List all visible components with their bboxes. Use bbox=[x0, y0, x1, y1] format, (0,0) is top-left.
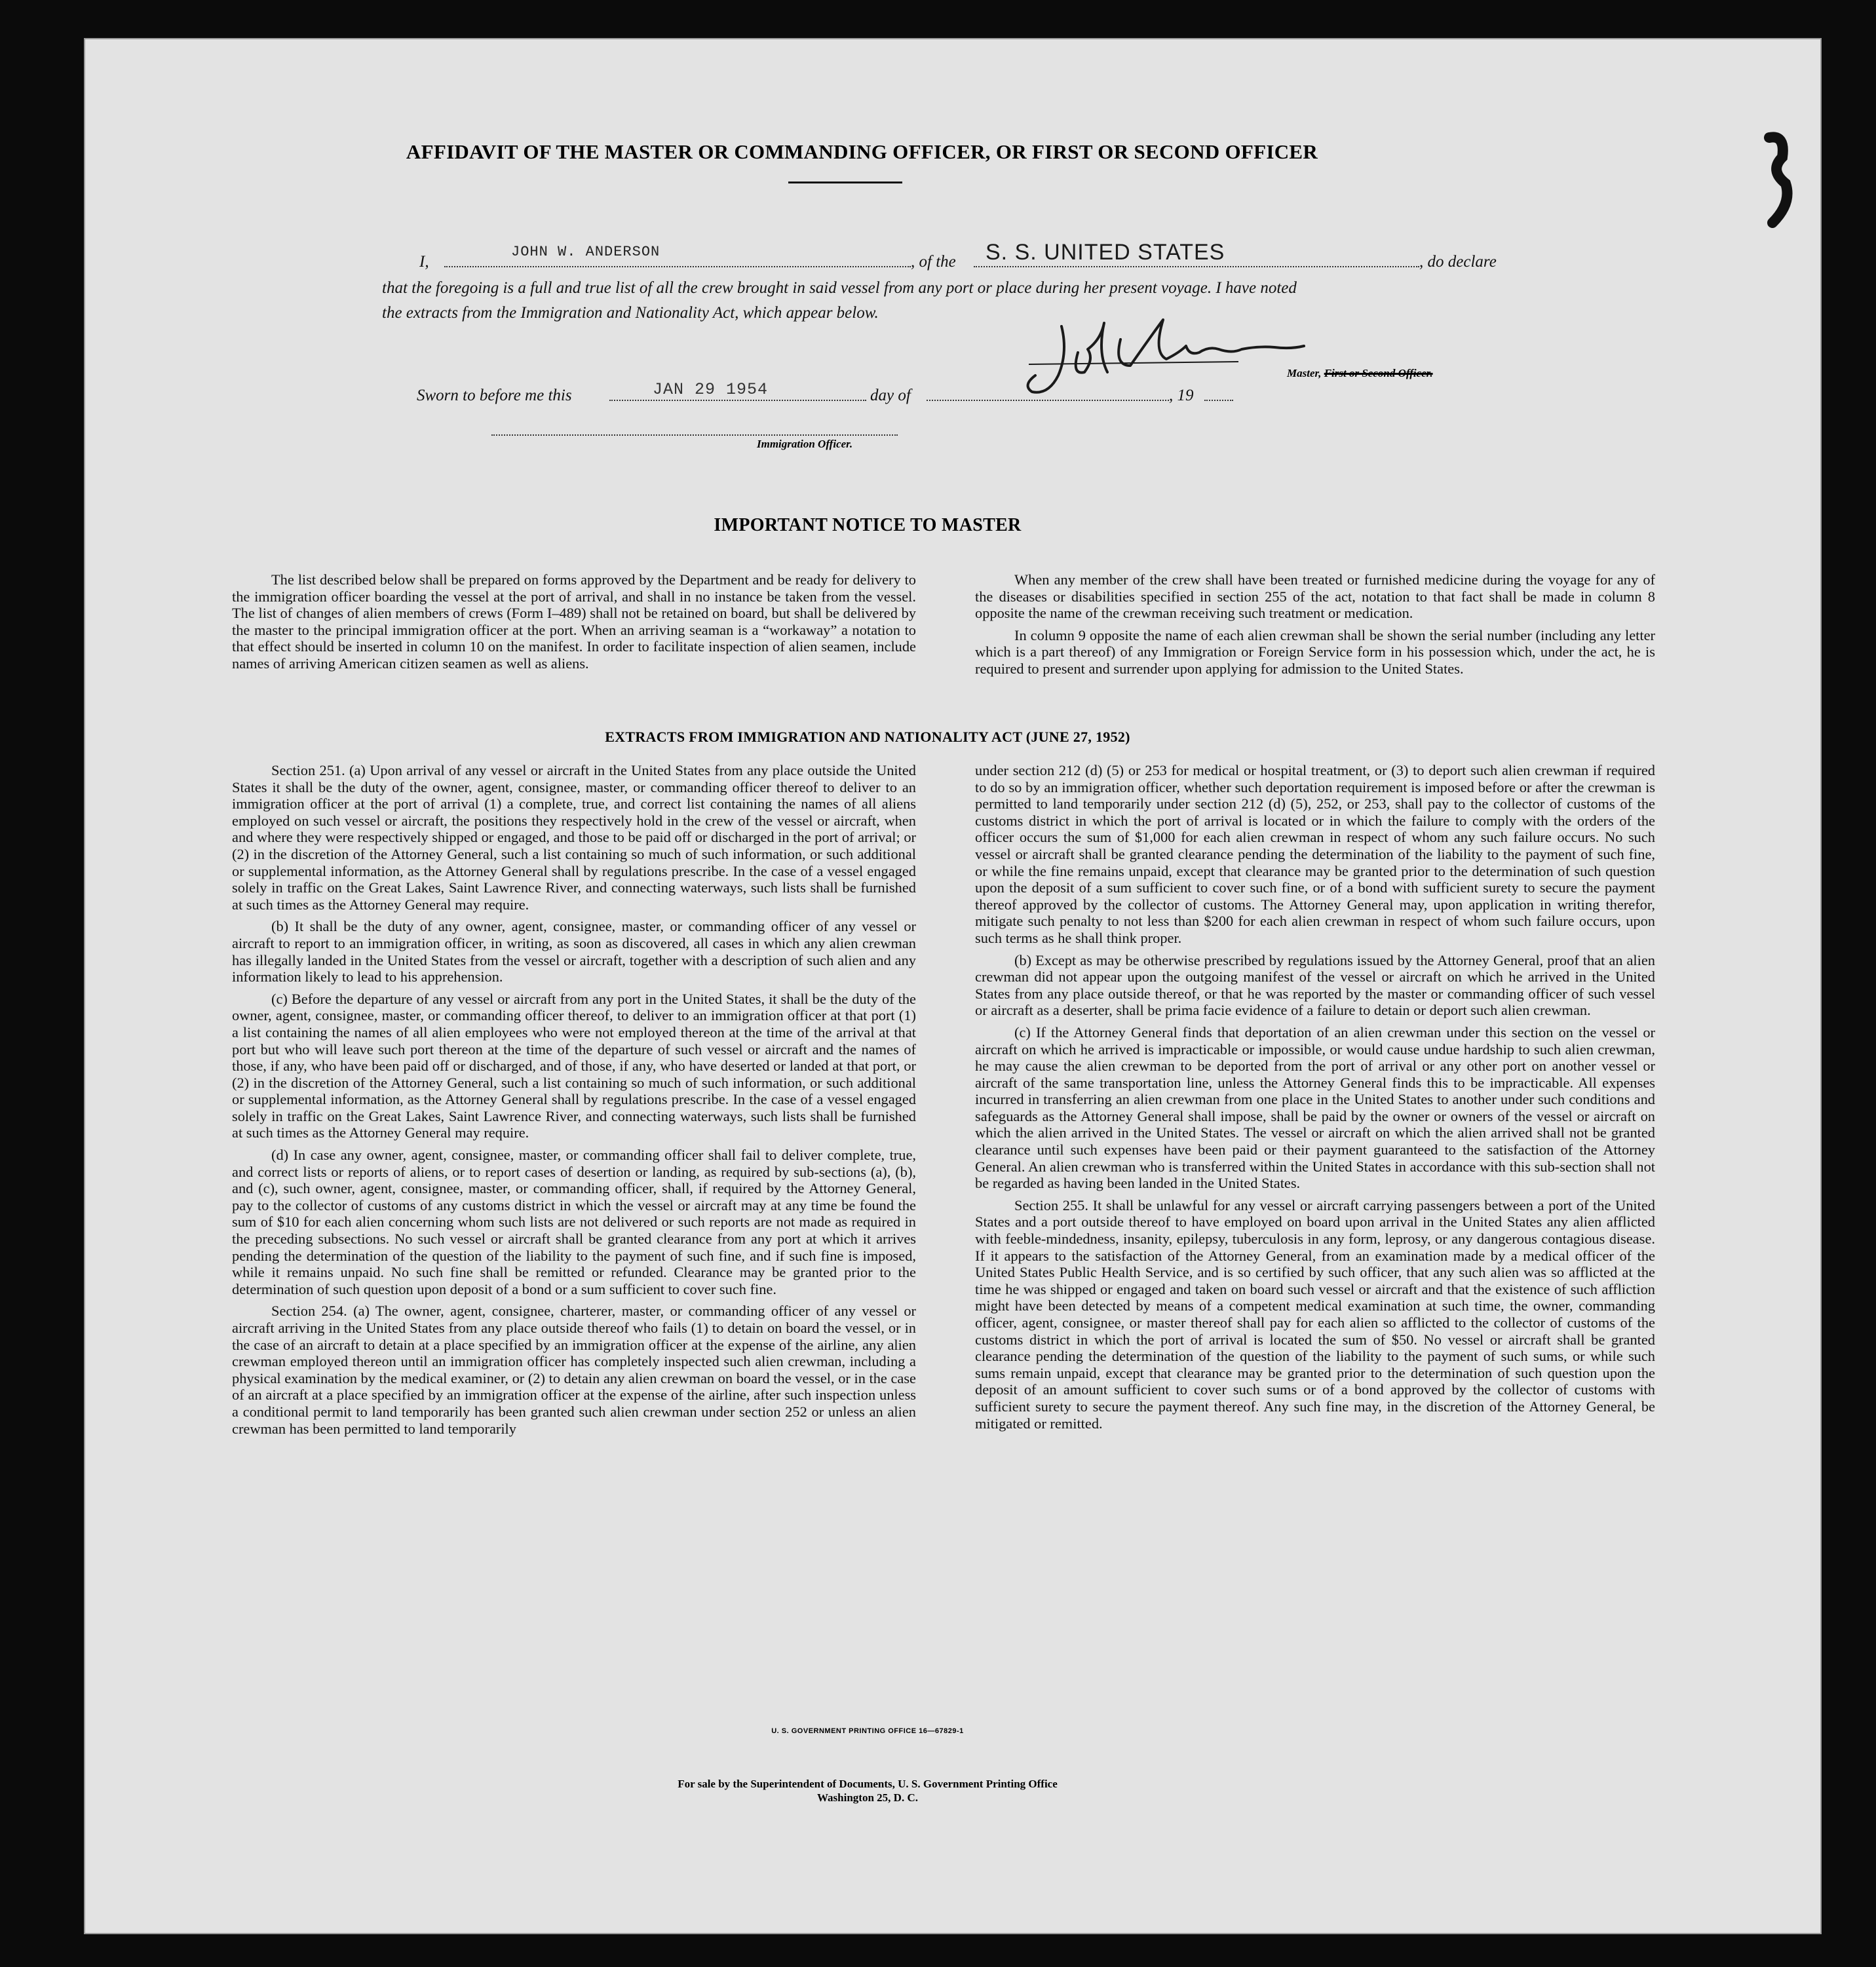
affidavit-line-2: that the foregoing is a full and true list of all the crew brought in said vessel from any port or place during her present voyage. I have noted bbox=[382, 279, 1297, 297]
sworn-label: Sworn to before me this bbox=[417, 387, 572, 404]
vessel-field-line bbox=[974, 266, 1419, 267]
day-of-label: day of bbox=[870, 387, 911, 404]
struck-label: First or Second Officer. bbox=[1324, 367, 1433, 379]
notice-left-column bbox=[232, 571, 916, 672]
notice-title: IMPORTANT NOTICE TO MASTER bbox=[714, 515, 1022, 535]
printing-office-line: U. S. GOVERNMENT PRINTING OFFICE 16—67829-1 bbox=[771, 1727, 964, 1735]
extracts-right-column bbox=[975, 762, 1655, 1432]
act-paragraph: Section 251. (a) Upon arrival of any vessel or aircraft in the United States from any place outside the United States it shall be the duty of the owner, agent, consignee, master, or commanding officer thereof to deliver to an immigration officer at the port of arrival (1) a complete, true, and correct list containing the names of all aliens employed on such vessel or aircraft, the positions they respectively hold in the crew of the vessel or aircraft, when and where they were respectively shipped or engaged, and those to be paid off or discharged in the port of arrival; or (2) in the discretion of the Attorney General, such a list containing so much of such information, or such additional or supplemental information, as the Attorney General shall by regulations prescribe. In the case of a vessel engaged solely in traffic on the Great Lakes, Saint Lawrence River, and connecting waterways, such lists shall be furnished at such times as the Attorney General may require. bbox=[232, 762, 916, 913]
master-label: Master, bbox=[1287, 367, 1324, 379]
extracts-left-column bbox=[232, 762, 916, 1437]
master-name: JOHN W. ANDERSON bbox=[511, 244, 660, 260]
act-paragraph: (b) It shall be the duty of any owner, agent, consignee, master, or commanding officer of any vessel or aircraft to report to an immigration officer, in writing, as soon as discovered, all cases in which any alien crewman has illegally landed in the United States from the vessel or aircraft, together with a description of such alien and any information likely to lead to his apprehension. bbox=[232, 918, 916, 985]
notice-paragraph: The list described below shall be prepared on forms approved by the Department and be ready for delivery to the immigration officer boarding the vessel at the port of arrival, and shall in no instance be taken from the vessel. The list of changes of alien members of crews (Form I–489) shall not be retained on board, but shall be delivered by the master to the principal immigration officer at the port. When an arriving seaman is a “workaway” a notation to that effect should be inserted in column 10 on the manifest. In order to facilitate inspection of alien seamen, include names of arriving American citizen seamen as well as aliens. bbox=[232, 571, 916, 672]
vessel-name: S. S. UNITED STATES bbox=[986, 240, 1225, 265]
officer-signature-line bbox=[491, 434, 898, 436]
extracts-title: EXTRACTS FROM IMMIGRATION AND NATIONALITY ACT (JUNE 27, 1952) bbox=[605, 729, 1130, 745]
sale-line-2: Washington 25, D. C. bbox=[817, 1791, 918, 1804]
of-the-label: , of the bbox=[911, 253, 956, 271]
affidavit-title: AFFIDAVIT OF THE MASTER OR COMMANDING OFFICER, OR FIRST OR SECOND OFFICER bbox=[406, 140, 1318, 163]
sale-line-1: For sale by the Superintendent of Documents, U. S. Government Printing Office bbox=[678, 1778, 1058, 1790]
act-paragraph: (c) If the Attorney General finds that deportation of an alien crewman under this section on the vessel or aircraft on which he arrived is impracticable or impossible, or would cause undue hardship to such alien crewman, he may cause the alien crewman to be deported from the port of arrival or any other port on another vessel or aircraft of the same transportation line, unless the Attorney General finds this to be impracticable. All expenses incurred in transferring an alien crewman from one place in the United States to another under such conditions and safeguards as the Attorney General shall impose, shall be paid by the owner or owners of the vessel or aircraft on which the alien arrived in the United States. The vessel or aircraft on which the alien arrived shall not be granted clearance until such expenses have been paid or their payment guaranteed to the satisfaction of the Attorney General. An alien crewman who is transferred within the United States in accordance with this sub-section shall not be regarded as having been landed in the United States. bbox=[975, 1023, 1655, 1192]
act-paragraph: (c) Before the departure of any vessel or aircraft from any port in the United States, it shall be the duty of the owner, agent, consignee, master, or commanding officer thereof, to deliver to an immigration officer at that port (1) a list containing the names of all alien employees who were not employed thereon at the time of the arrival at that port but who will leave such port thereon at the time of the departure of such vessel or aircraft and the names of those, if any, who have been paid off or discharged, and of those, if any, who have deserted or landed at that port, or (2) in the discretion of the Attorney General, such a list containing so much of such information, or such additional or supplemental information, as the Attorney General shall by regulations prescribe. In the case of a vessel engaged solely in traffic on the Great Lakes, Saint Lawrence River, and connecting waterways, such lists shall be furnished at such times as the Attorney General may require. bbox=[232, 990, 916, 1141]
month-line bbox=[927, 400, 1169, 401]
affidavit-line-3: the extracts from the Immigration and Nationality Act, which appear below. bbox=[382, 304, 879, 322]
act-paragraph: (b) Except as may be otherwise prescribed by regulations issued by the Attorney General, proof that an alien crewman did not appear upon the outgoing manifest of the vessel or aircraft on which he arrived in the United States from any place outside thereof, or that he was reported by the master or commanding officer of such vessel or aircraft as a deserter, shall be prima facie evidence of a failure to detain or deport such alien crewman. bbox=[975, 951, 1655, 1019]
act-paragraph: Section 254. (a) The owner, agent, consignee, charterer, master, or commanding officer of any vessel or aircraft arriving in the United States from any place outside thereof who fails (1) to detain on board the vessel, or in the case of an aircraft to detain at a place specified by an immigration officer at the expense of the airline, any alien crewman employed thereon until an immigration officer has completely inspected such alien crewman, including a physical examination by the medical examiner, or (2) to detain any alien crewman on board the vessel, or in the case of an aircraft at a place specified by an immigration officer at the expense of the airline, after such inspection unless a conditional permit to land temporarily has been granted such alien crewman under section 252 or unless an alien crewman has been permitted to land temporarily bbox=[232, 1303, 916, 1437]
year-label: , 19 bbox=[1169, 387, 1194, 404]
notice-paragraph: When any member of the crew shall have been treated or furnished medicine during the voyage for any of the diseases or disabilities specified in section 255 of the act, notation to that fact shall be made in column 8 opposite the name of the crewman receiving such treatment or medication. bbox=[975, 571, 1655, 622]
year-line bbox=[1204, 400, 1233, 401]
notice-right-column bbox=[975, 571, 1655, 678]
immigration-officer-label: Immigration Officer. bbox=[757, 438, 853, 450]
sworn-date-line bbox=[609, 400, 866, 401]
page-mark bbox=[1756, 131, 1795, 229]
affidavit-prefix: I, bbox=[419, 253, 429, 271]
declare-label: , do declare bbox=[1419, 253, 1497, 271]
notice-paragraph: In column 9 opposite the name of each alien crewman shall be shown the serial number (including any letter which is a part thereof) of any Immigration or Foreign Service form in his possession which, under the act, he is required to present and surrender upon applying for admission to the United States. bbox=[975, 626, 1655, 677]
signature bbox=[1022, 313, 1311, 411]
sworn-date: JAN 29 1954 bbox=[653, 380, 769, 399]
title-divider bbox=[788, 181, 902, 183]
master-title-label bbox=[1287, 367, 1433, 380]
name-field-line bbox=[444, 266, 911, 267]
act-paragraph: (d) In case any owner, agent, consignee, master, or commanding officer shall fail to deliver complete, true, and correct lists or reports of aliens, or to report cases of desertion or landing, as required by sub-sections (a), (b), and (c), such owner, agent, consignee, master, or commanding officer, shall, if required by the Attorney General, pay to the collector of customs of any customs district in which the vessel or aircraft may at any time be found the sum of $10 for each alien concerning whom such lists are not delivered or such reports are not made as required in the preceding subsections. No such vessel or aircraft shall be granted clearance from any port at which it arrives pending the determination of the question of the liability to the payment of such fine, and if such fine is imposed, while it remains unpaid. No such fine shall be remitted or refunded. Clearance may be granted prior to the determination of such question upon deposit of a bond or a sum sufficient to cover such fine. bbox=[232, 1147, 916, 1297]
act-paragraph: under section 212 (d) (5) or 253 for medical or hospital treatment, or (3) to deport such alien crewman if required to do so by an immigration officer, whether such deportation requirement is imposed before or after the crewman is permitted to land temporarily under section 212 (d) (5), 252, or 253, shall pay to the collector of customs of the customs district in which the port of arrival is located or in which the failure to comply with the orders of the officer occurs the sum of $1,000 for each alien crewman in respect of whom any such failure occurs. No such vessel or aircraft shall be granted clearance pending the determination of the liability to the payment of such fine, or while the fine remains unpaid, except that clearance may be granted prior to the determination of such question upon the deposit of a sum sufficient to cover such fine, or of a bond with sufficient surety to secure the payment thereof approved by the collector of customs. The Attorney General may, upon application in writing therefor, mitigate such penalty to not less than $200 for each alien crewman in respect of whom such failure occurs, upon such terms as he shall think proper. bbox=[975, 762, 1655, 946]
sale-notice bbox=[0, 1777, 1735, 1805]
act-paragraph: Section 255. It shall be unlawful for any vessel or aircraft carrying passengers between a port of the United States and a port outside thereof to have employed on board upon arrival in the United States any alien afflicted with feeble-mindedness, insanity, epilepsy, tuberculosis in any form, leprosy, or any dangerous contagious disease. If it appears to the satisfaction of the Attorney General, from an examination made by a medical officer of the United States Public Health Service, and is so certified by such officer, that any such alien was so afflicted at the time he was shipped or engaged and taken on board such vessel or aircraft and that the existence of such affliction might have been detected by means of a competent medical examination at such time, the owner, commanding officer, agent, consignee, or master thereof shall pay for each alien so afflicted to the collector of customs of the customs district in which the port of arrival is located the sum of $50. No vessel or aircraft shall be granted clearance pending the determination of the question of the liability to the payment of such sums, or while such sums remain unpaid, except that clearance may be granted prior to the determination of such question upon the deposit of an amount sufficient to cover such sums or of a bond approved by the collector of customs with sufficient surety to secure the payment thereof. Any such fine may, in the discretion of the Attorney General, be mitigated or remitted. bbox=[975, 1196, 1655, 1432]
